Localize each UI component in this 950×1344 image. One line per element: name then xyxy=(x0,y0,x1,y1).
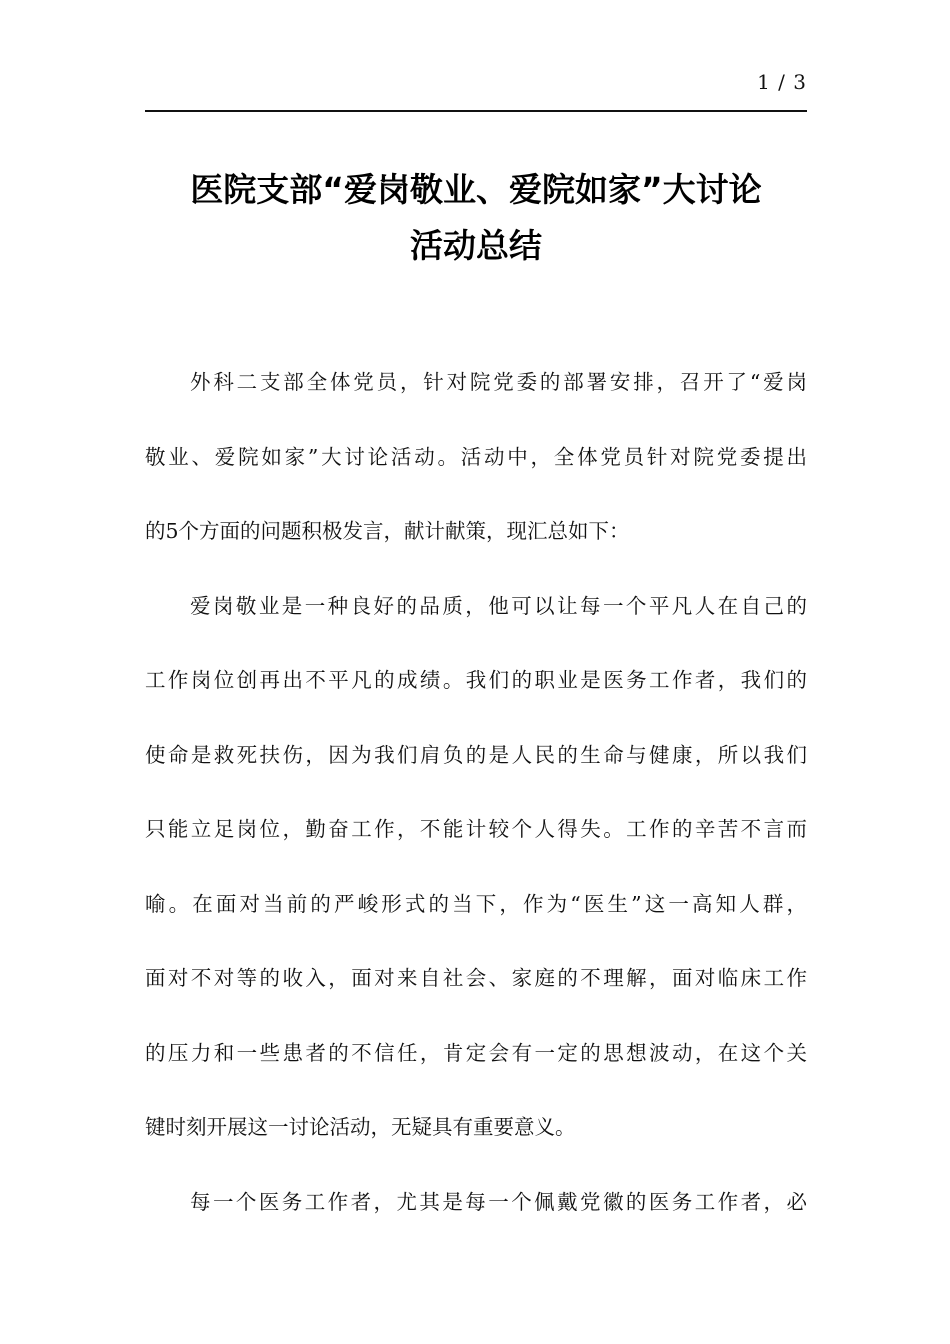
title-line-2: 活动总结 xyxy=(410,226,542,265)
body-text-line: 爱岗敬业是一种良好的品质，他可以让每一个平凡人在自己的 xyxy=(190,593,807,618)
body-text-line: 喻。在面对当前的严峻形式的当下，作为“医生”这一高知人群， xyxy=(145,891,807,916)
body-text-line: 工作岗位创再出不平凡的成绩。我们的职业是医务工作者，我们的 xyxy=(145,668,807,692)
body-text-line: 外科二支部全体党员，针对院党委的部署安排，召开了“爱岗 xyxy=(190,370,807,394)
page-indicator: 1 / 3 xyxy=(757,70,807,94)
body-text-line: 的压力和一些患者的不信任，肯定会有一定的思想波动，在这个关 xyxy=(145,1040,807,1065)
body-text-line: 的5个方面的问题积极发言，献计献策，现汇总如下： xyxy=(145,519,630,543)
body-text-line: 键时刻开展这一讨论活动，无疑具有重要意义。 xyxy=(145,1115,576,1139)
body-text-line: 使命是救死扶伤，因为我们肩负的是人民的生命与健康，所以我们 xyxy=(145,742,807,767)
header-divider xyxy=(145,110,807,112)
body-text-line: 敬业、爱院如家”大讨论活动。活动中，全体党员针对院党委提出 xyxy=(145,444,807,469)
body-text-line: 面对不对等的收入，面对来自社会、家庭的不理解，面对临床工作 xyxy=(145,966,807,990)
body-text-line: 每一个医务工作者，尤其是每一个佩戴党徽的医务工作者，必 xyxy=(190,1189,807,1214)
document-title xyxy=(145,162,807,274)
document-body xyxy=(145,345,807,1239)
body-text-line: 只能立足岗位，勤奋工作，不能计较个人得失。工作的辛苦不言而 xyxy=(145,817,807,841)
title-line-1: 医院支部“爱岗敬业、爱院如家”大讨论 xyxy=(190,170,762,209)
